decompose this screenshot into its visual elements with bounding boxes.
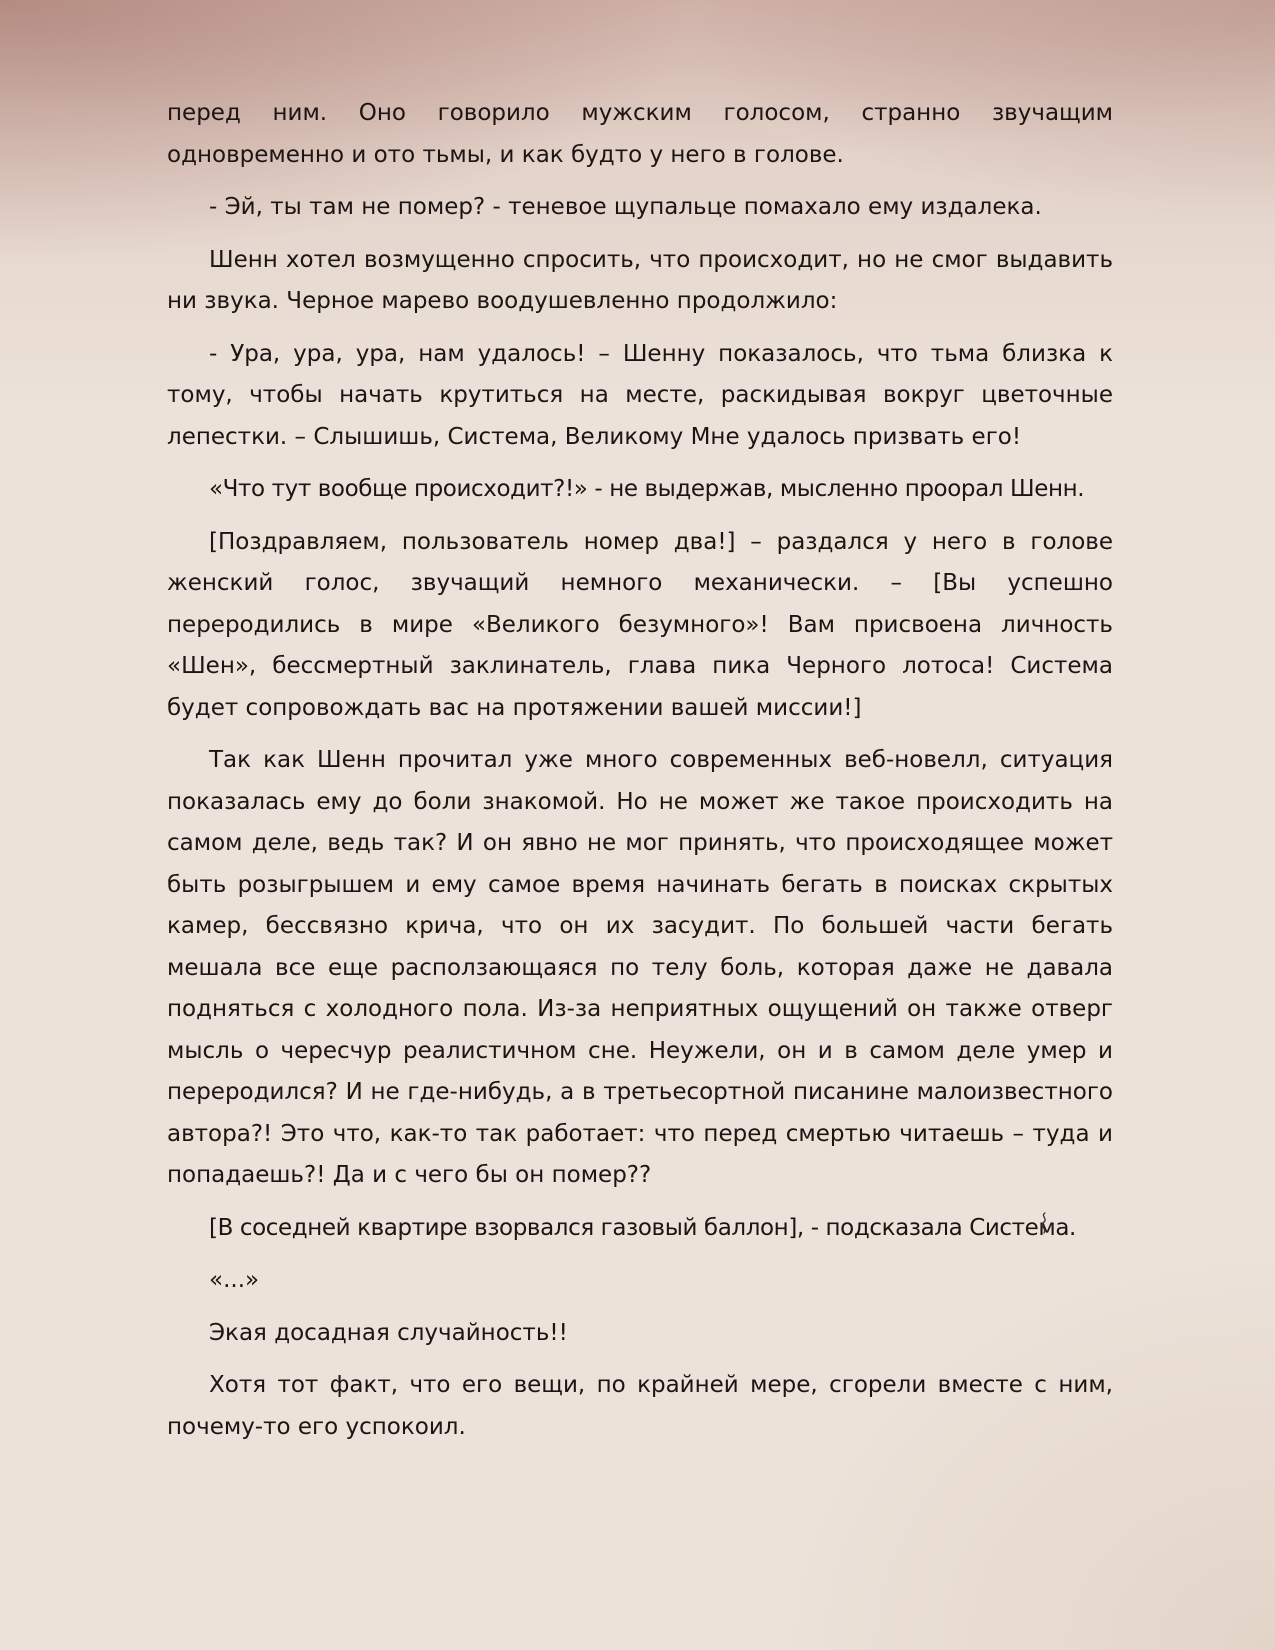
paragraph-narration-3: Хотя тот факт, что его вещи, по крайней мере, сгорели вместе с ним, почему-то его успокоил. [167,1372,1113,1440]
paragraph-narration-2: Так как Шенн прочитал уже много современных веб-новелл, ситуация показалась ему до боли знакомой. Но не может же такое происходить на самом деле, ведь так? И он явно не мог принять, что происходящее может быть розыгрышем и ему самое время начинать бегать в поисках скрытых камер, бессвязно крича, что он их засудит. По большей части бегать мешала все еще расползающаяся по телу боль, которая даже не давала подняться с холодного пола. Из-за неприятных ощущений он также отверг мысль о чересчур реалистичном сне. Неужели, он и в самом деле умер и переродился? И не где-нибудь, а в третьесортной писанине малоизвестного автора?! Это что, как-то так работает: что перед смертью читаешь – туда и попадаешь?! Да и с чего бы он помер?? [167,747,1113,1188]
paragraph-dialogue-2: - Ура, ура, ура, нам удалось! – Шенну показалось, что тьма близка к тому, чтобы начать крутиться на месте, раскидывая вокруг цветочные лепестки. – Слышишь, Система, Великому Мне удалось призвать его! [167,340,1113,450]
paragraph-system-1: [Поздравляем, пользователь номер два!] – раздался у него в голове женский голос, звучащий немного механически. – [Вы успешно переродились в мире «Великого безумного»! Вам присвоена личность «Шен», бессмертный заклинатель, глава пика Черного лотоса! Система будет сопровождать вас на протяжении вашей миссии!] [167,528,1113,721]
smoke-doodle-icon [1036,1212,1052,1234]
paragraph-continuation: перед ним. Оно говорило мужским голосом, странно звучащим одновременно и ото тьмы, и как будто у него в голове. [167,100,1113,168]
paragraph-system-2: [В соседней квартире взорвался газовый баллон], - подсказала Система. [209,1214,1076,1241]
story-text [167,93,1113,1459]
paragraph-exclamation: Экая досадная случайность!! [209,1319,568,1346]
paragraph-dialogue-1: - Эй, ты там не помер? - теневое щупальце помахало ему издалека. [209,194,1042,220]
paragraph-silence: «...» [209,1267,260,1293]
paragraph-thought-1: «Что тут вообще происходит?!» - не выдержав, мысленно проорал Шенн. [209,476,1085,502]
paragraph-narration-1: Шенн хотел возмущенно спросить, что происходит, но не смог выдавить ни звука. Черное марево воодушевленно продолжило: [167,246,1113,314]
